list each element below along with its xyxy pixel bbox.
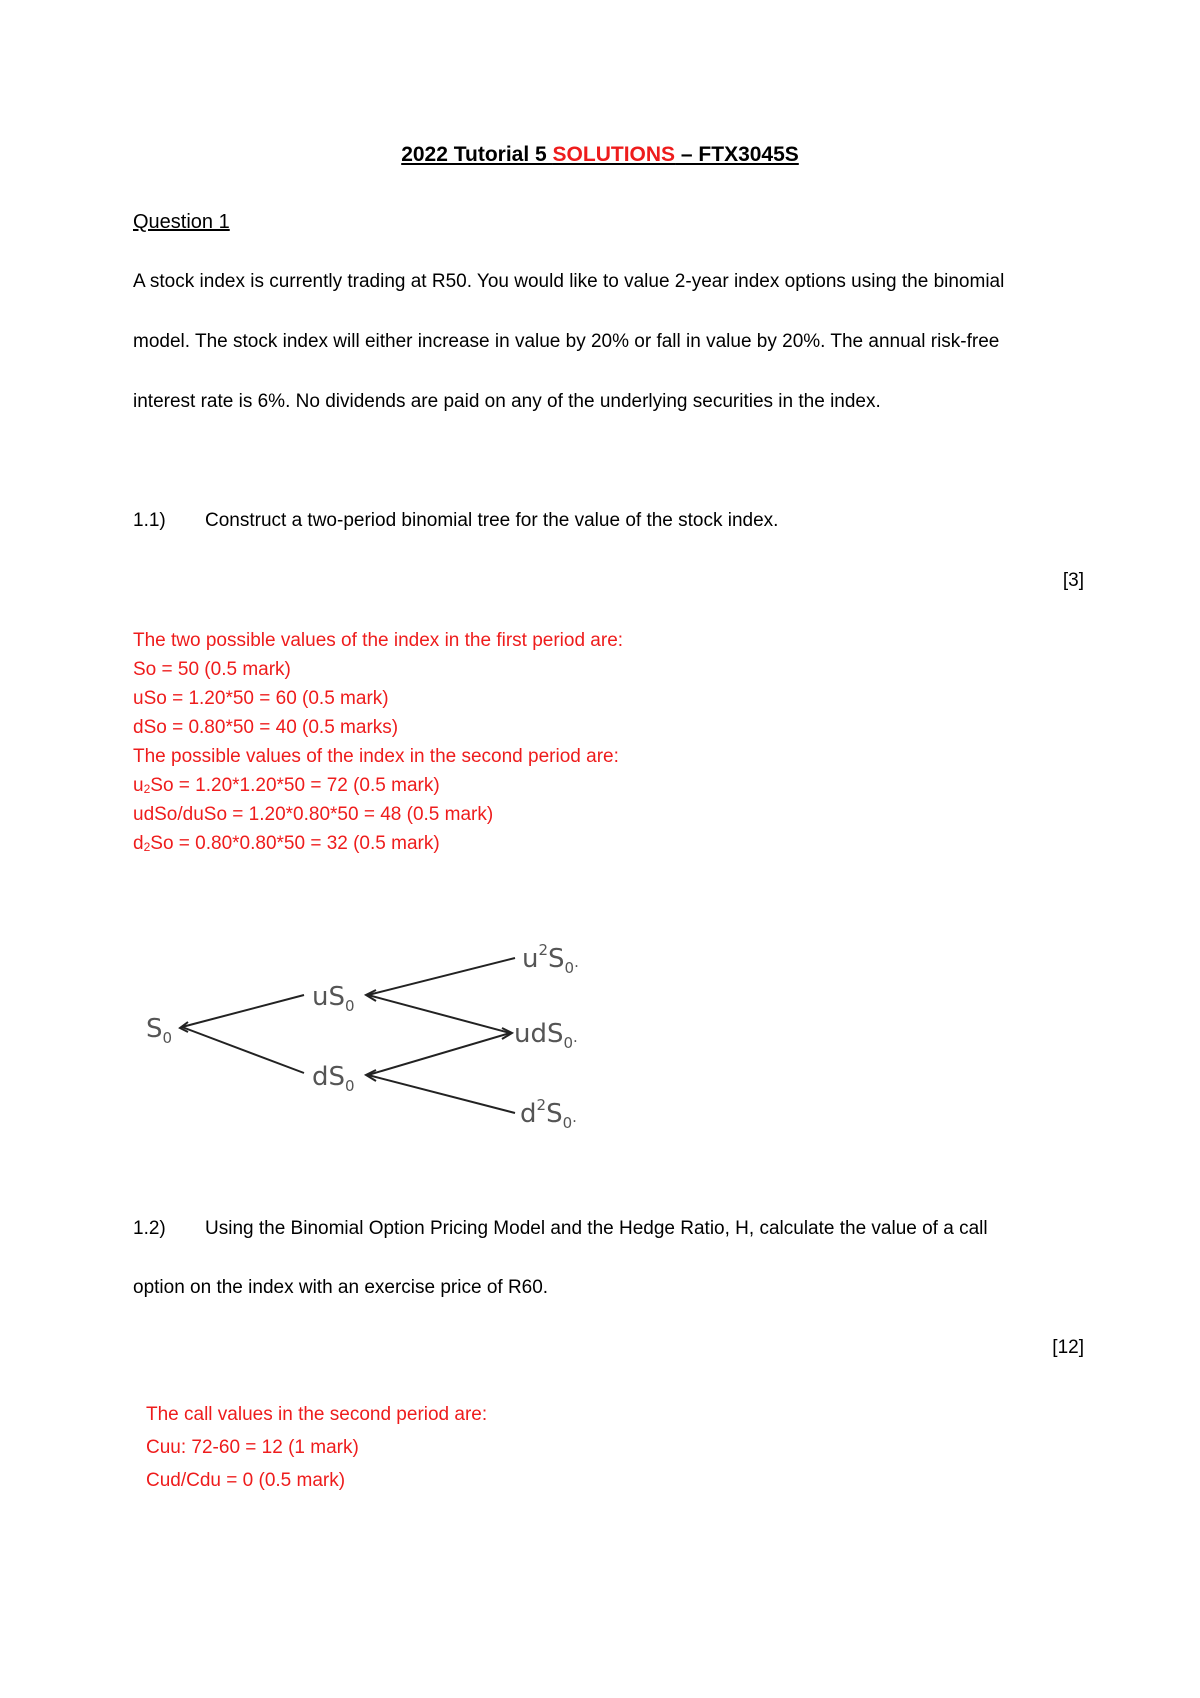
part2-solution-line: The call values in the second period are:: [146, 1404, 488, 1425]
part1-solution-line: The two possible values of the index in the first period are:: [133, 630, 624, 651]
tree-node-down: $dS_0$: [312, 1062, 355, 1095]
title-highlight: SOLUTIONS: [552, 143, 676, 166]
title-prefix: 2022 Tutorial 5: [401, 143, 553, 166]
part2-question-line-1: Using the Binomial Option Pricing Model and the Hedge Ratio, H, calculate the value of a call: [205, 1218, 988, 1239]
part2-solution-line: Cuu: 72-60 = 12 (1 mark): [146, 1437, 359, 1458]
part2-question-line-2: option on the index with an exercise price of R60.: [133, 1277, 549, 1298]
part1-solution: [133, 626, 623, 858]
part1-marks: [3]: [1062, 570, 1084, 591]
part1-solution-line: udSo/duSo = 1.20*0.80*50 = 48 (0.5 mark): [133, 804, 494, 825]
intro-line-1: A stock index is currently trading at R50. You would like to value 2-year index options using the binomial: [133, 271, 1005, 292]
part2-solution-line: Cud/Cdu = 0 (0.5 mark): [146, 1470, 346, 1491]
part1-solution-line: d2So = 0.80*0.80*50 = 32 (0.5 mark): [133, 833, 440, 854]
document-title: [0, 143, 1200, 167]
part1-solution-line: So = 50 (0.5 mark): [133, 659, 291, 680]
branch-up-uu: [368, 958, 515, 995]
part2-number: 1.2): [133, 1218, 166, 1239]
part2-marks: [12]: [1052, 1337, 1084, 1358]
branch-root-down: [182, 1027, 304, 1073]
tree-node-root: $S_0$: [146, 1014, 173, 1047]
tree-node-ud: udS$_0$.: [514, 1019, 578, 1052]
tree-node-uu: $u^2S_0^.$: [522, 941, 579, 977]
tree-node-up: $uS_0$: [312, 982, 355, 1015]
branch-up-ud: [368, 995, 510, 1033]
part1-solution-line: uSo = 1.20*50 = 60 (0.5 mark): [133, 688, 389, 709]
part1-solution-line: dSo = 0.80*50 = 40 (0.5 marks): [133, 717, 399, 738]
part2-solution: [146, 1398, 487, 1497]
branch-down-ud: [368, 1033, 510, 1075]
branch-root-up: [182, 995, 304, 1027]
part1-question: Construct a two-period binomial tree for the value of the stock index.: [205, 510, 779, 531]
title-suffix: – FTX3045S: [675, 143, 799, 166]
part1-number: 1.1): [133, 510, 166, 531]
branch-down-dd: [368, 1075, 515, 1113]
part1-solution-line: The possible values of the index in the second period are:: [133, 746, 619, 767]
tree-node-dd: $d^2S_0^.$: [520, 1096, 577, 1132]
question-heading: Question 1: [133, 211, 230, 233]
binomial-tree-diagram: [130, 915, 650, 1145]
intro-line-2: model. The stock index will either increase in value by 20% or fall in value by 20%. The annual risk-free: [133, 331, 1000, 352]
part1-solution-line: u2So = 1.20*1.20*50 = 72 (0.5 mark): [133, 775, 440, 796]
intro-line-3: interest rate is 6%. No dividends are paid on any of the underlying securities in the index.: [133, 391, 881, 412]
